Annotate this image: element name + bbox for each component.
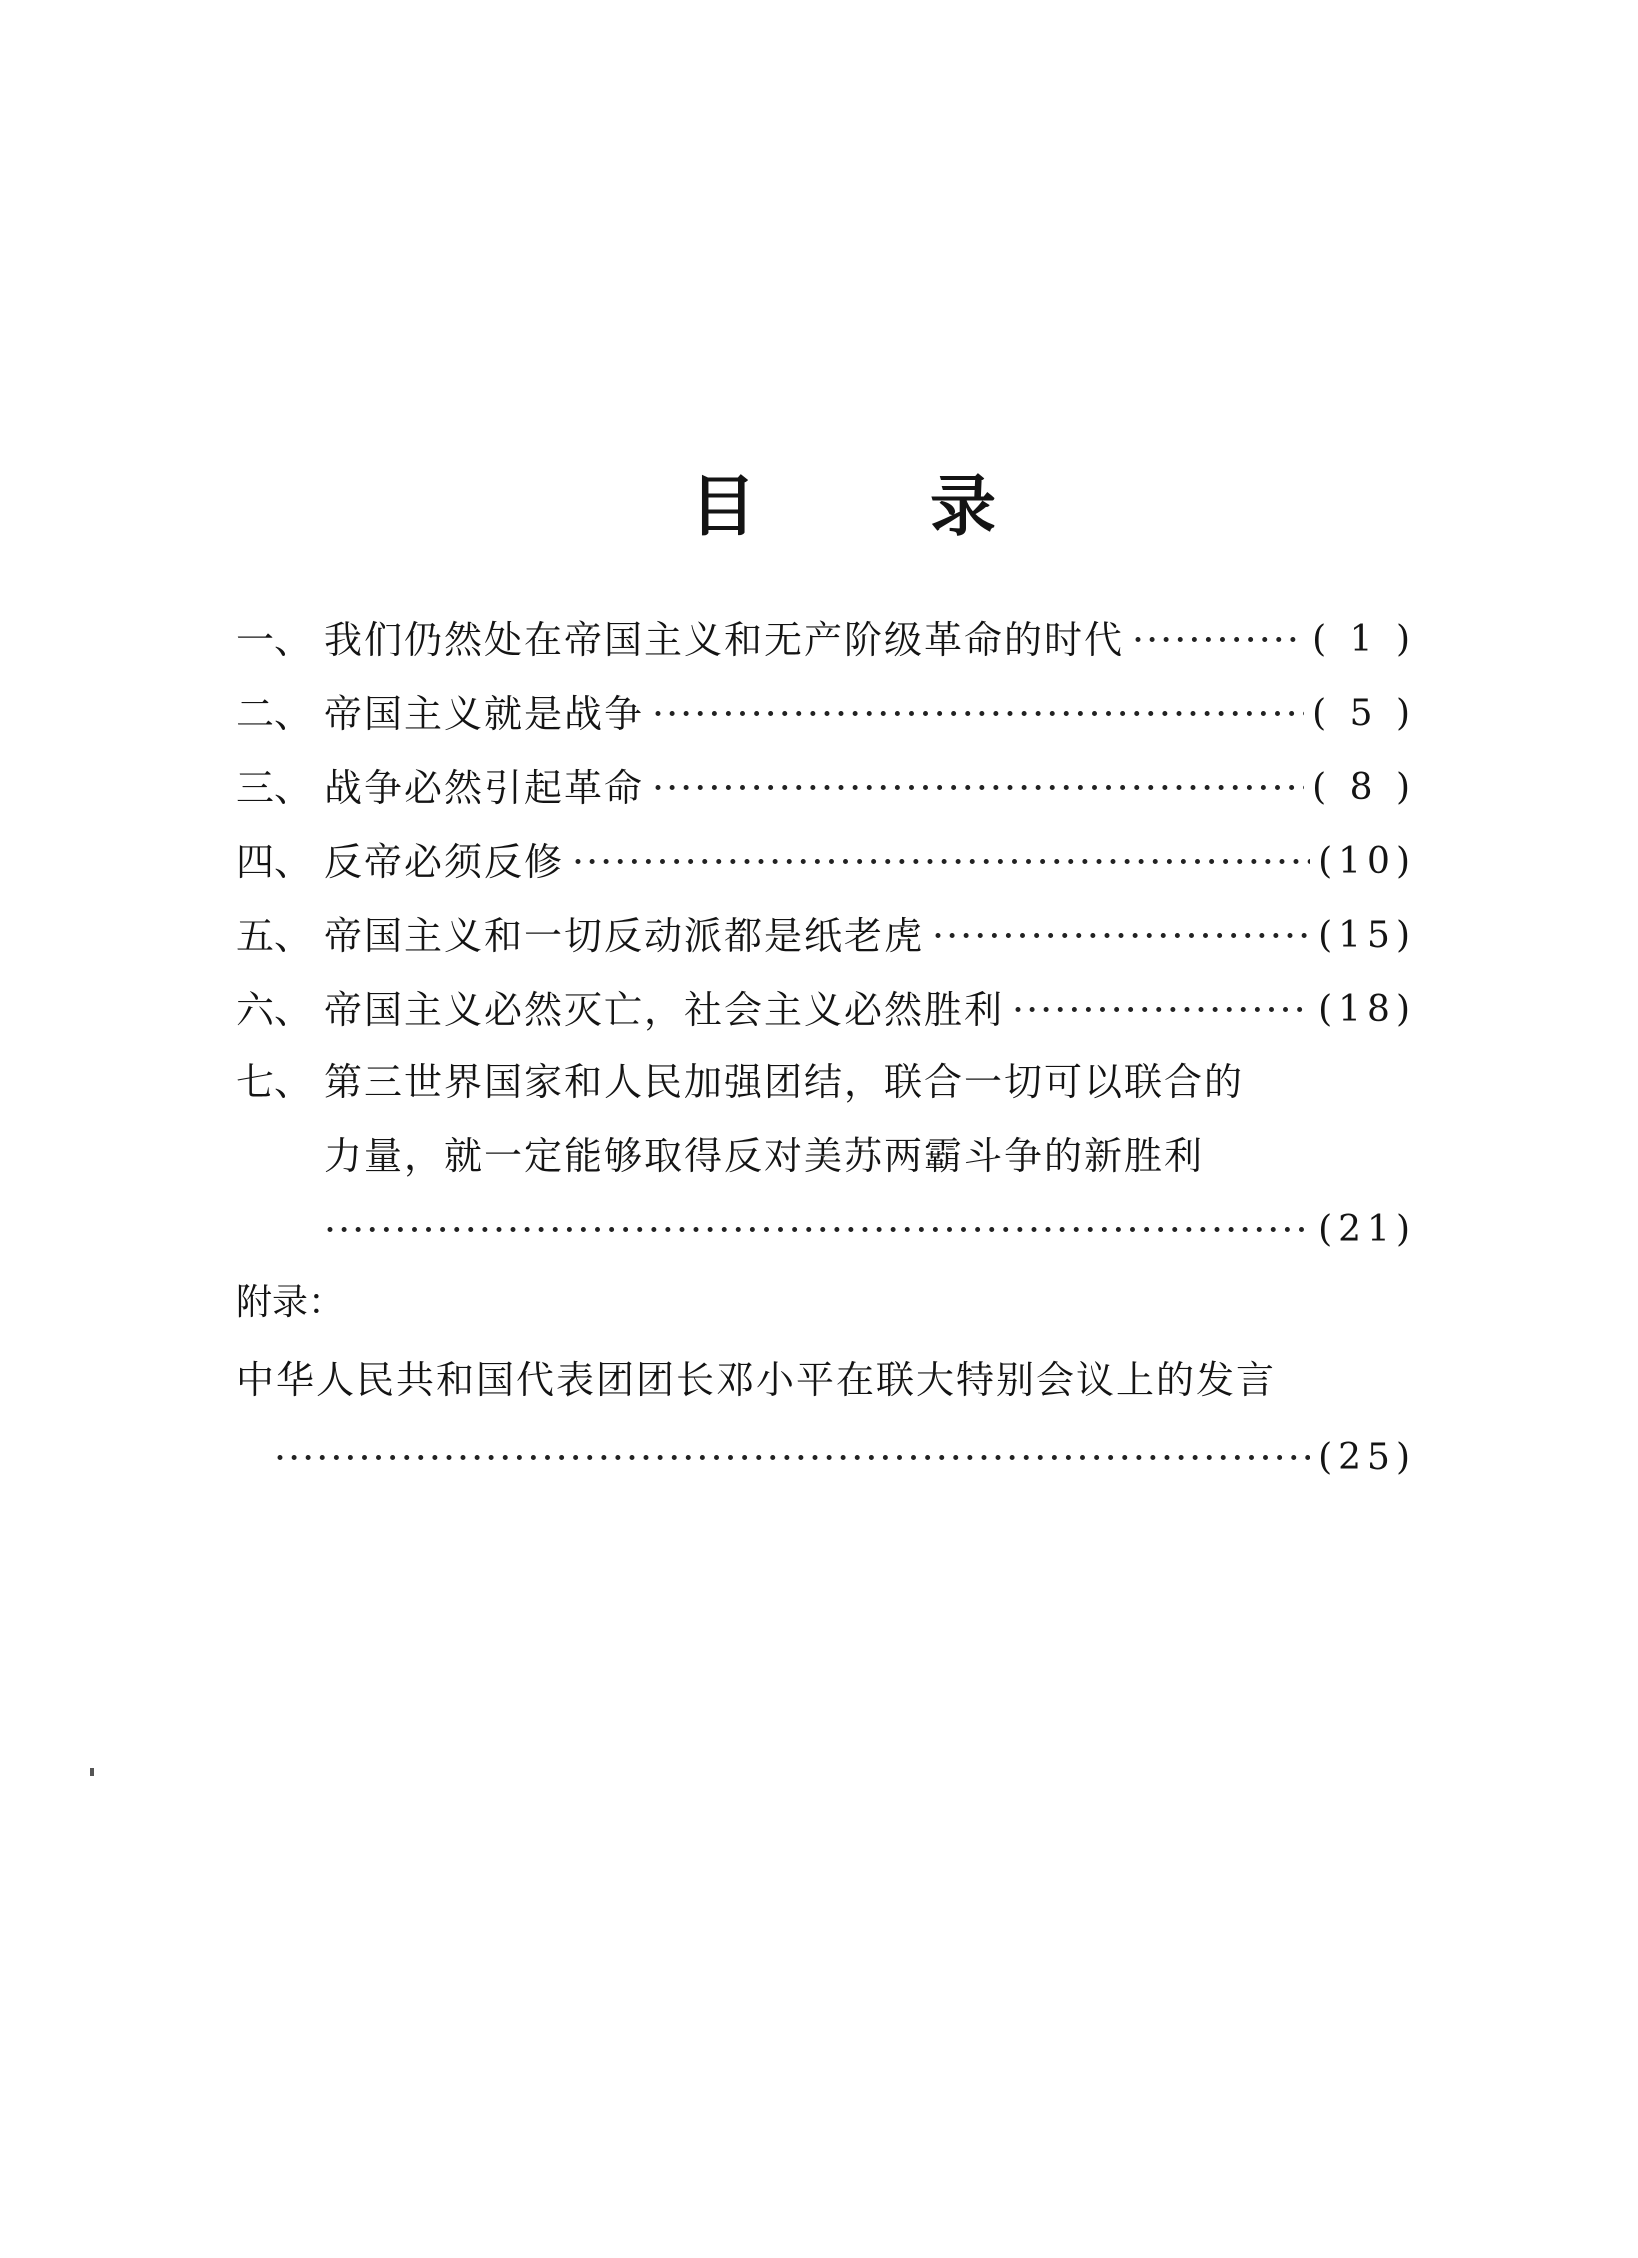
toc-entry-text: 帝国主义必然灭亡，社会主义必然胜利 (324, 988, 1005, 1032)
toc-entry-2[interactable] (236, 684, 1416, 744)
toc-entry-7-leader-row (324, 1200, 1416, 1260)
toc-entry-page: ( 1 ) (1312, 619, 1416, 660)
toc-entry-number: 三、 (236, 766, 313, 810)
toc-entry-6[interactable] (236, 980, 1416, 1040)
toc-entry-7-line-1 (236, 1052, 1416, 1112)
scan-speck (90, 1768, 94, 1776)
toc-leader-dots (652, 684, 1304, 744)
toc-entry-number: 二、 (236, 692, 313, 736)
toc-entry-page: ( 8 ) (1312, 767, 1416, 808)
toc-entry-number: 四、 (236, 840, 313, 884)
toc-entry-text-line-1: 第三世界国家和人民加强团结，联合一切可以联合的 (324, 1060, 1245, 1104)
toc-entry-number: 六、 (236, 988, 313, 1032)
title-char-1: 目 (690, 468, 756, 545)
toc-entry-text: 战争必然引起革命 (324, 766, 645, 810)
toc-entry-number: 五、 (236, 914, 313, 958)
toc-entry-page: (18) (1318, 989, 1416, 1030)
toc-entry-page: (10) (1318, 841, 1416, 882)
appendix-title[interactable]: 中华人民共和国代表团团长邓小平在联大特别会议上的发言 (236, 1358, 1277, 1402)
appendix-label: 附录： (236, 1282, 345, 1323)
toc-entry-text: 帝国主义就是战争 (324, 692, 645, 736)
toc-entry-number: 一、 (236, 618, 313, 662)
appendix-page: (25) (1318, 1437, 1416, 1478)
appendix-leader-row (274, 1428, 1416, 1488)
toc-entry-number: 七、 (236, 1060, 313, 1104)
toc-entry-text: 我们仍然处在帝国主义和无产阶级革命的时代 (324, 618, 1125, 662)
toc-leader-dots (324, 1200, 1310, 1260)
toc-leader-dots (1132, 610, 1304, 670)
toc-leader-dots (652, 758, 1304, 818)
toc-entry-7[interactable] (236, 1052, 1416, 1186)
toc-entry-text: 帝国主义和一切反动派都是纸老虎 (324, 914, 925, 958)
title-char-2: 录 (930, 468, 996, 545)
toc-leader-dots (572, 832, 1310, 892)
toc-entry-3[interactable] (236, 758, 1416, 818)
toc-entry-page: ( 5 ) (1312, 693, 1416, 734)
toc-entry-5[interactable] (236, 906, 1416, 966)
toc-entry-page: (21) (1318, 1209, 1416, 1250)
toc-entry-7-line-2 (236, 1126, 1416, 1186)
toc-leader-dots (932, 906, 1310, 966)
toc-title (690, 462, 1010, 552)
toc-entry-1[interactable] (236, 610, 1416, 670)
toc-leader-dots (1012, 980, 1310, 1040)
toc-entry-text-line-2: 力量，就一定能够取得反对美苏两霸斗争的新胜利 (324, 1134, 1205, 1178)
toc-entry-page: (15) (1318, 915, 1416, 956)
toc-entry-4[interactable] (236, 832, 1416, 892)
toc-entry-text: 反帝必须反修 (324, 840, 565, 884)
toc-leader-dots (274, 1428, 1310, 1488)
